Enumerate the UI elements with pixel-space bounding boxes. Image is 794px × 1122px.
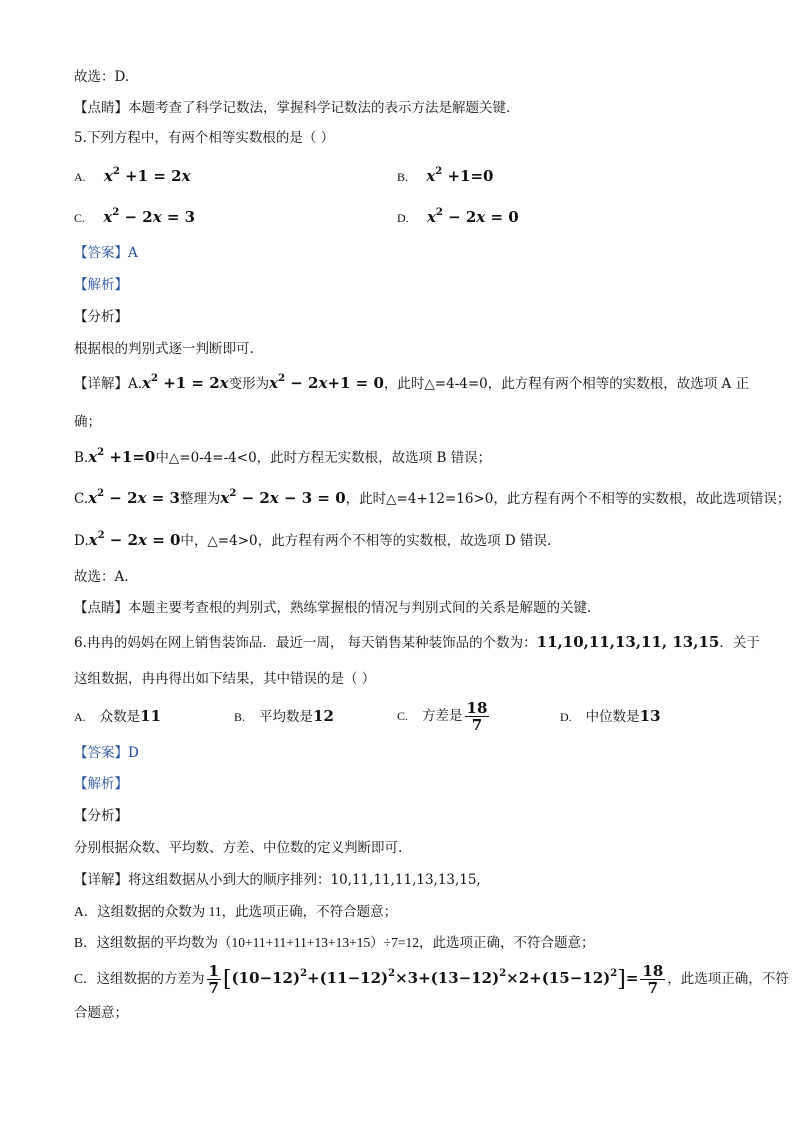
equation: $x^2 - 2x = 0$ — [426, 207, 519, 226]
text-line: A．这组数据的众数为 11，此选项正确，不符合题意； — [74, 904, 398, 919]
text-line: 故选：D. — [74, 69, 130, 85]
text-line: 【点睛】本题考查了科学记数法，掌握科学记数法的表示方法是解题关键. — [74, 100, 511, 116]
text-line: 【点睛】本题主要考查根的判别式，熟练掌握根的情况与判别式间的关系是解题的关键. — [74, 600, 592, 616]
option-d: D. 中位数是13 — [560, 707, 661, 725]
detail-c: $C.x^2 - 2x = 3$整理为$x^2 - 2x - 3 = 0$，此时△=4+12=16>0，此方程有两个不相等的实数根，故此选项错误； — [74, 488, 791, 507]
question-6: 6.冉冉的妈妈在网上销售装饰品．最近一周， 每天销售某种装饰品的个数为：11,10,11,13,11, 13,15．关于 — [74, 633, 760, 651]
equation: $x^2 - 2x = 3$ — [103, 207, 196, 226]
fenxi-label: 【分析】 — [74, 808, 128, 824]
text-line: 这组数据，冉冉得出如下结果，其中错误的是（ ） — [74, 671, 376, 687]
option-d — [397, 207, 519, 228]
fraction: $\frac{18}{7}$ — [466, 699, 488, 734]
text-line: 确； — [74, 414, 101, 430]
option-label: C. — [74, 211, 86, 225]
text-line: 【详解】将这组数据从小到大的顺序排列：10,11,11,11,13,13,15, — [74, 872, 481, 888]
equation: $x^2 +1 = 2x$ — [103, 166, 191, 185]
option-label: D. — [397, 211, 409, 225]
detail-b: $B.x^2 +1=0$中△=0-4=-4<0，此时方程无实数根，故选项 B 错误； — [74, 447, 492, 466]
answer-label: 【答案】A — [74, 245, 138, 261]
text-line: 分别根据众数、平均数、方差、中位数的定义判断即可. — [74, 840, 403, 856]
fraction: $\frac{1}{7}$ — [208, 962, 219, 998]
analysis-label: 【解析】 — [74, 277, 128, 293]
text-line: 根据根的判别式逐一判断即可. — [74, 341, 254, 357]
option-c — [74, 207, 195, 228]
question-5: 5.下列方程中，有两个相等实数根的是（ ） — [74, 130, 335, 146]
option-a — [74, 166, 191, 187]
option-a: A. 众数是11 — [74, 707, 162, 725]
option-c: C. 方差是 $\frac{18}{7}$ — [397, 699, 488, 734]
option-label: B. — [397, 170, 409, 184]
equation: $x^2 +1=0$ — [426, 166, 494, 185]
variance-formula: $[(10-12)^2+(11-12)^2\times 3+(13-12)^2\times 2+(15-12)^2]=$ — [222, 967, 639, 992]
answer-label: 【答案】D — [74, 745, 139, 761]
option-b — [397, 166, 493, 187]
analysis-label: 【解析】 — [74, 776, 128, 792]
text-line: 合题意； — [74, 1005, 128, 1021]
fraction: $\frac{18}{7}$ — [642, 962, 664, 998]
detail-d: $D.x^2 - 2x = 0$中，△=4>0，此方程有两个不相等的实数根，故选项 D 错误. — [74, 530, 552, 549]
fenxi-label: 【分析】 — [74, 309, 128, 325]
option-label: A. — [74, 170, 86, 184]
detail-a: 【详解】$A.x^2 +1 = 2x$变形为$x^2 - 2x+1 = 0$，此时△=4-4=0，此方程有两个相等的实数根，故选项 A 正 — [74, 373, 750, 392]
text-line: 故选：A. — [74, 569, 129, 585]
text-line: B．这组数据的平均数为（10+11+11+11+13+13+15）÷7=12，此选项正确，不符合题意； — [74, 935, 595, 950]
option-b: B. 平均数是12 — [234, 707, 334, 725]
variance-line: C．这组数据的方差为 $\frac{1}{7}$ $[(10-12)^2+(11-12)^2\times 3+(13-12)^2\times 2+(15-12)^2]=$ $\frac{18}{7}$ ，此选项正确，不符 — [74, 962, 789, 998]
